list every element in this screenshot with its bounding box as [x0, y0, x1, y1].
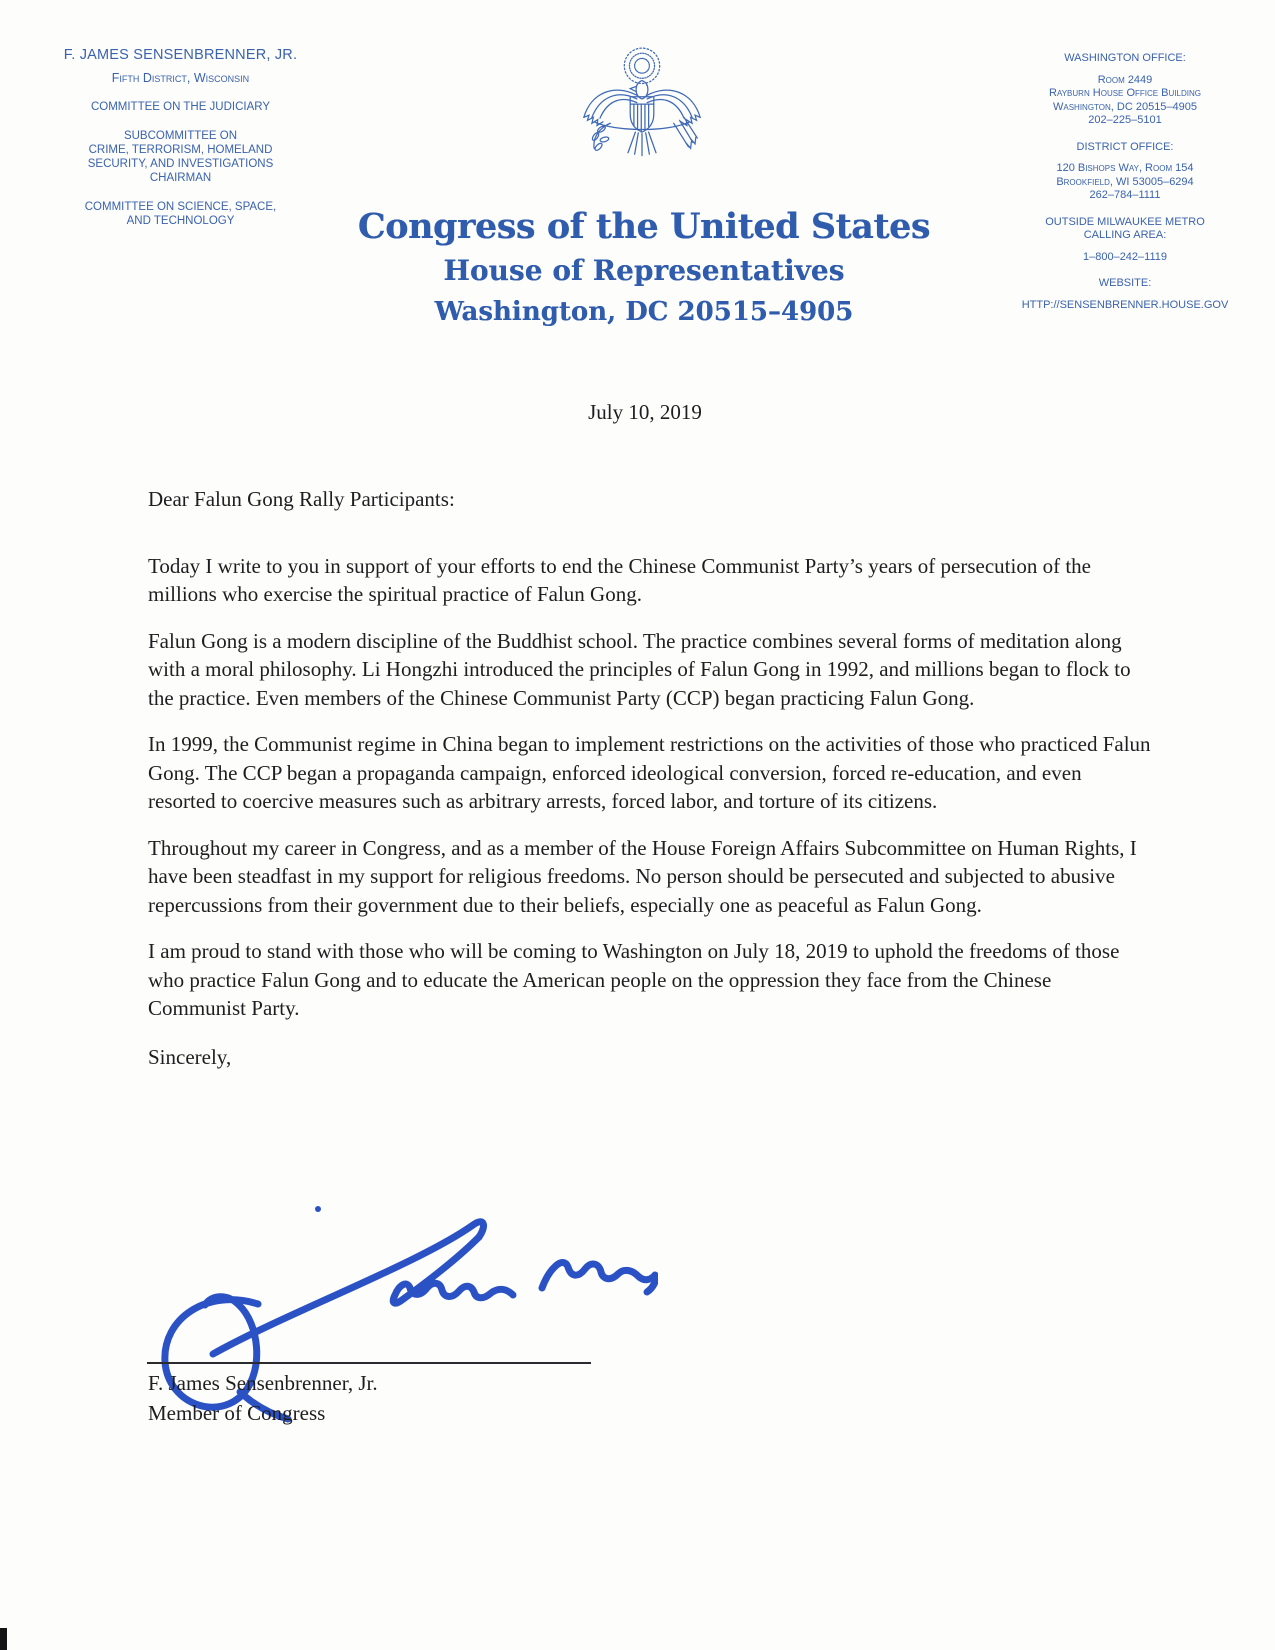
scan-artifact	[0, 1628, 7, 1650]
district-office-street: 120 Bishops Way, Room 154	[1056, 162, 1194, 174]
washington-office-room: Room 2449	[1097, 73, 1153, 86]
member-district: Fifth District, Wisconsin	[111, 71, 250, 85]
closing: Sincerely,	[148, 1044, 232, 1069]
member-info-block	[58, 48, 303, 228]
committee-science-line: COMMITTEE ON SCIENCE, SPACE,	[84, 201, 277, 213]
letter-body	[148, 485, 1153, 1071]
subcommittee-line: SUBCOMMITTEE ON	[123, 130, 238, 142]
district-office-city: Brookfield, WI 53005–6294	[1056, 175, 1194, 188]
signer-block	[148, 1368, 378, 1428]
member-name: F. JAMES SENSENBRENNER, JR.	[63, 47, 298, 63]
washington-office-address: Washington, DC 20515–4905	[1052, 100, 1198, 113]
committee-judiciary: COMMITTEE ON THE JUDICIARY	[90, 101, 271, 113]
letter-date: July 10, 2019	[588, 400, 702, 424]
signer-title: Member of Congress	[148, 1401, 326, 1425]
salutation: Dear Falun Gong Rally Participants:	[148, 487, 455, 511]
paragraph: In 1999, the Communist regime in China began to implement restrictions on the activities of those who practiced Falun Gong. The CCP began a propaganda campaign, enforced ideological conversion, forced re-education, and even resorted to coercive measures such as arbitrary arrests, forced labor, and torture of its citizens.	[148, 732, 1151, 813]
committee-science-line: AND TECHNOLOGY	[126, 215, 235, 227]
paragraph: Today I write to you in support of your efforts to end the Chinese Communist Party’s years of persecution of the millions who exercise the spiritual practice of Falun Gong.	[148, 553, 1091, 606]
paragraph: Throughout my career in Congress, and as a member of the House Foreign Affairs Subcommittee on Human Rights, I have been steadfast in my support for religious freedoms. No person should be persecuted and subjected to abusive repercussions from their government due to their beliefs, especially one as peaceful as Falun Gong.	[148, 835, 1137, 917]
offices-block	[1020, 52, 1230, 325]
signature-line	[147, 1362, 591, 1364]
calling-area-label: CALLING AREA:	[1083, 229, 1167, 241]
paragraph: I am proud to stand with those who will be coming to Washington on July 18, 2019 to uphold the freedoms of those who practice Falun Gong and to educate the American people on the oppression they face from the Chinese Communist Party.	[148, 939, 1120, 1020]
subcommittee-line: CHAIRMAN	[149, 172, 212, 184]
calling-area-label: OUTSIDE MILWAUKEE METRO	[1045, 215, 1205, 228]
calling-area-phone: 1–800–242–1119	[1082, 250, 1167, 263]
congress-title-line: Congress of the United States	[357, 206, 931, 247]
congress-title-block	[344, 206, 944, 328]
subcommittee-line: CRIME, TERRORISM, HOMELAND	[88, 144, 273, 156]
house-title-line: House of Representatives	[443, 254, 845, 287]
website-label: WEBSITE:	[1098, 277, 1152, 289]
washington-office-phone: 202–225–5101	[1088, 114, 1162, 126]
website-url: HTTP://SENSENBRENNER.HOUSE.GOV	[1021, 298, 1229, 311]
subcommittee-line: SECURITY, AND INVESTIGATIONS	[87, 158, 274, 170]
district-office-phone: 262–784–1111	[1089, 189, 1161, 201]
signer-name: F. James Sensenbrenner, Jr.	[148, 1371, 378, 1395]
great-seal-eagle-icon	[572, 40, 712, 180]
district-office-label: DISTRICT OFFICE:	[1076, 140, 1174, 153]
washington-office-building: Rayburn House Office Building	[1049, 87, 1201, 99]
paragraph: Falun Gong is a modern discipline of the Buddhist school. The practice combines several forms of meditation along with a moral philosophy. Li Hongzhi introduced the principles of Falun Gong in 1992, and millions began to flock to the practice. Even members of the Chinese Communist Party (CCP) began practicing Falun Gong.	[148, 628, 1131, 710]
washington-office-label: WASHINGTON OFFICE:	[1064, 52, 1186, 64]
washington-title-line: Washington, DC 20515–4905	[434, 297, 854, 327]
